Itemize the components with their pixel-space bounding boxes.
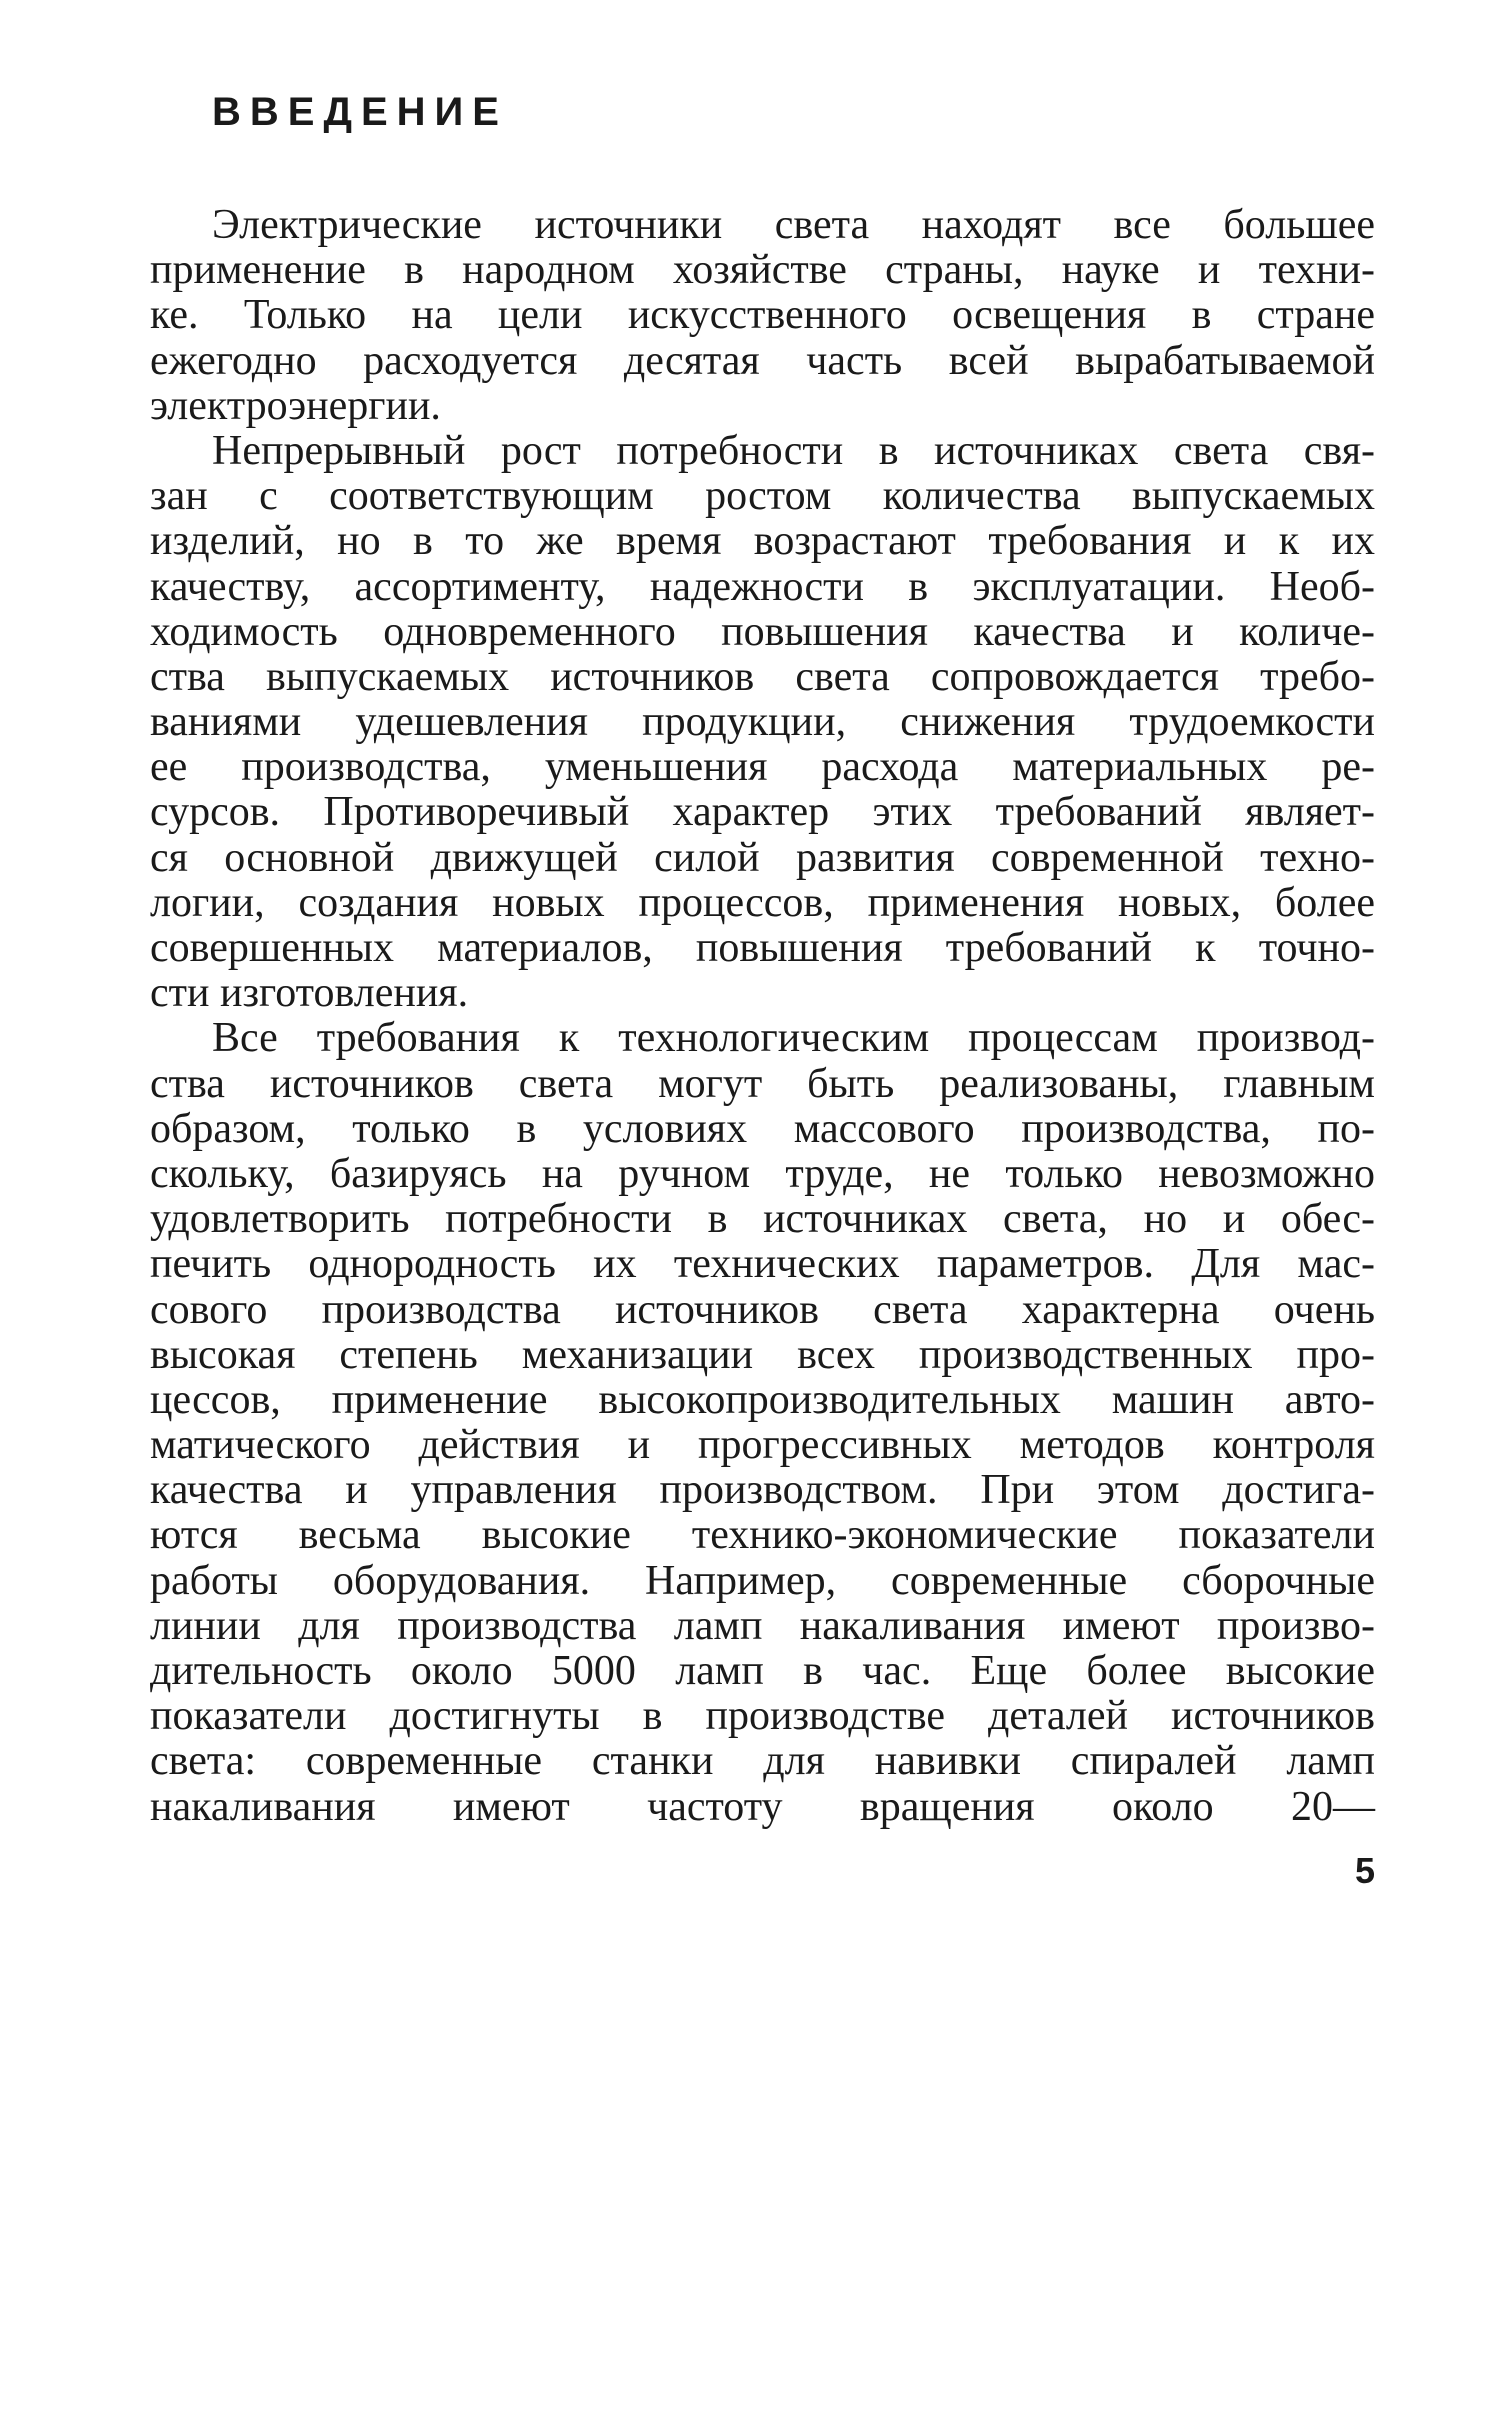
text-line: изделий, но в то же время возрастают требования и к их (150, 518, 1375, 565)
text-line: ся основной движущей силой развития современной техно- (150, 834, 1375, 881)
text-line: линии для производства ламп накаливания имеют произво- (150, 1602, 1375, 1649)
text-line: Все требования к технологическим процессам производ- (212, 1015, 1375, 1062)
text-line: применение в народном хозяйстве страны, науке и техни- (150, 247, 1375, 294)
text-line: сти изготовления. (150, 970, 469, 1017)
text-line: сового производства источников света характерна очень (150, 1286, 1375, 1333)
text-line: удовлетворить потребности в источниках света, но и обес- (150, 1196, 1375, 1243)
text-line: печить однородность их технических параметров. Для мас- (150, 1241, 1375, 1288)
text-line: высокая степень механизации всех производственных про- (150, 1331, 1375, 1378)
text-line: ваниями удешевления продукции, снижения трудоемкости (150, 699, 1375, 746)
section-heading: ВВЕДЕНИЕ (212, 90, 508, 134)
page-number: 5 (1354, 1850, 1375, 1891)
body-text (150, 203, 1375, 1830)
text-line: показатели достигнуты в производстве деталей источников (150, 1693, 1375, 1740)
text-line: качества и управления производством. При этом достига- (150, 1467, 1375, 1514)
text-line: логии, создания новых процессов, применения новых, более (150, 879, 1375, 926)
text-line: работы оборудования. Например, современные сборочные (150, 1557, 1375, 1604)
text-line: ке. Только на цели искусственного освещения в стране (150, 292, 1375, 339)
text-line: сурсов. Противоречивый характер этих требований являет- (150, 789, 1375, 836)
text-line: Непрерывный рост потребности в источниках света свя- (212, 427, 1375, 474)
text-line: образом, только в условиях массового производства, по- (150, 1105, 1375, 1152)
text-line: ства источников света могут быть реализованы, главным (150, 1060, 1375, 1107)
text-line: ходимость одновременного повышения качества и количе- (150, 608, 1375, 655)
text-line: матического действия и прогрессивных методов контроля (150, 1422, 1375, 1469)
text-line: зан с соответствующим ростом количества выпускаемых (150, 473, 1375, 520)
text-line: накаливания имеют частоту вращения около 20— (150, 1783, 1375, 1830)
text-line: ства выпускаемых источников света сопровождается требо- (150, 653, 1375, 700)
text-line: ются весьма высокие технико-экономические показатели (150, 1512, 1375, 1559)
text-line: ежегодно расходуется десятая часть всей вырабатываемой (150, 337, 1375, 384)
text-line: Электрические источники света находят все большее (212, 202, 1375, 248)
text-line: ее производства, уменьшения расхода материальных ре- (150, 744, 1375, 791)
text-line: дительность около 5000 ламп в час. Еще более высокие (150, 1648, 1375, 1694)
text-line: скольку, базируясь на ручном труде, не только невозможно (150, 1150, 1375, 1197)
text-line: совершенных материалов, повышения требований к точно- (150, 925, 1375, 971)
text-line: электроэнергии. (150, 382, 441, 429)
text-line: цессов, применение высокопроизводительных машин авто- (150, 1376, 1375, 1423)
text-line: качеству, ассортименту, надежности в эксплуатации. Необ- (150, 563, 1375, 610)
text-line: света: современные станки для навивки спиралей ламп (150, 1738, 1375, 1785)
